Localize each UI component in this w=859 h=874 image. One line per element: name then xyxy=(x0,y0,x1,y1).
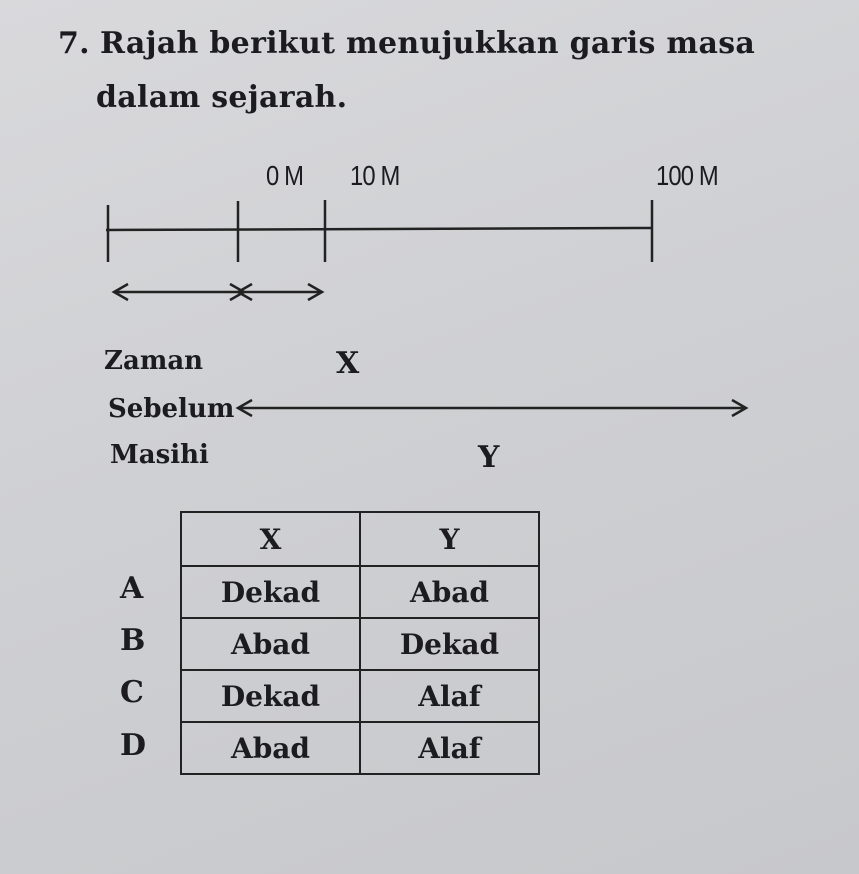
table-cell-x: Abad xyxy=(181,722,360,774)
label-sebelum: Sebelum xyxy=(108,394,235,424)
table-header-row xyxy=(181,512,539,566)
question-text-line1: Rajah berikut menujukkan garis masa xyxy=(100,26,756,61)
option-letter-d: D xyxy=(120,728,147,763)
table-cell-y: Alaf xyxy=(360,670,539,722)
question-text-line2: dalam sejarah. xyxy=(96,80,348,115)
table-row xyxy=(181,722,539,774)
table-cell-x: Abad xyxy=(181,618,360,670)
table-cell-x: Dekad xyxy=(181,670,360,722)
table-row xyxy=(181,618,539,670)
label-x: X xyxy=(336,346,360,381)
table-cell-y: Abad xyxy=(360,566,539,618)
table-cell-y: Alaf xyxy=(360,722,539,774)
table-cell-x: Dekad xyxy=(181,566,360,618)
options-table xyxy=(180,511,540,775)
table-row xyxy=(181,670,539,722)
timeline-label-10m: 10 M xyxy=(350,160,400,191)
option-letter-c: C xyxy=(120,675,144,710)
question-number: 7. xyxy=(58,26,90,61)
table-header-y: Y xyxy=(360,512,539,566)
timeline-axis xyxy=(106,228,652,230)
table-header-x: X xyxy=(181,512,360,566)
option-letter-a: A xyxy=(120,571,144,606)
label-zaman: Zaman xyxy=(104,346,204,376)
timeline-label-100m: 100 M xyxy=(656,160,718,191)
option-letter-b: B xyxy=(120,623,146,658)
table-cell-y: Dekad xyxy=(360,618,539,670)
timeline-label-0m: 0 M xyxy=(266,160,304,191)
table-row xyxy=(181,566,539,618)
label-masihi: Masihi xyxy=(110,440,209,470)
label-y: Y xyxy=(478,440,500,475)
